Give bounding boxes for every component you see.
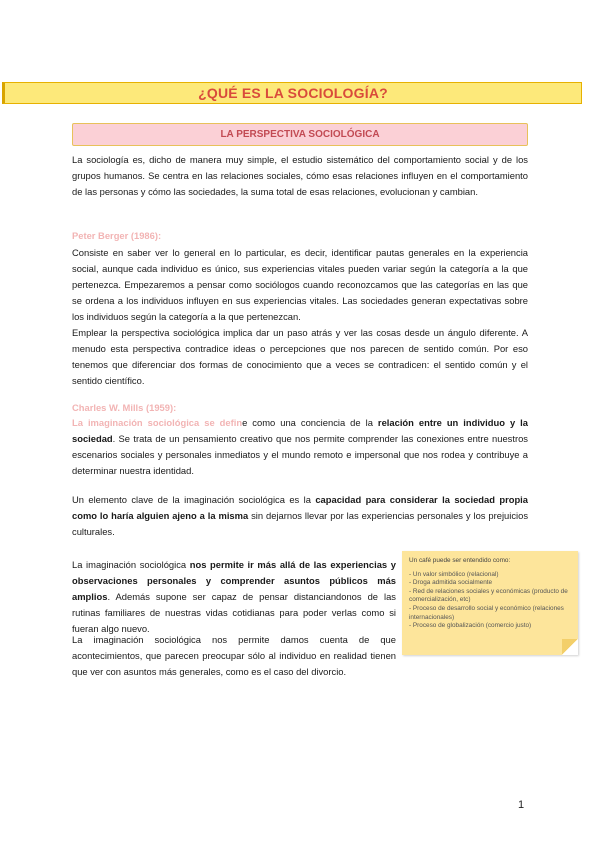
page-title: ¿QUÉ ES LA SOCIOLOGÍA? — [2, 82, 582, 104]
note-item: - Droga admitida socialmente — [409, 579, 493, 587]
mills-paragraph-3 — [72, 557, 396, 637]
sticky-note — [402, 551, 578, 655]
mills-p3-text-a: La imaginación sociológica — [72, 559, 190, 570]
mills-p2-bold: capacidad para considerar la sociedad propia como lo haría alguien ajeno a la misma — [72, 494, 528, 521]
mills-p2-text-c: sin dejarnos llevar por las experiencias personales y los prejuicios culturales. — [72, 510, 529, 537]
section-title: LA PERSPECTIVA SOCIOLÓGICA — [72, 123, 528, 146]
note-title: Un café puede ser entendido como: — [409, 557, 511, 564]
author-berger: Peter Berger (1986): — [72, 230, 162, 241]
mills-p1-text-c: . Se trata de un pensamiento creativo que nos permite comprender las conexiones entre nuestros escenarios sociales y personales inmediatos y el mundo remoto e impersonal que nos rodea y contribuye a determinar nuestra identidad. — [72, 433, 528, 476]
note-list — [409, 571, 571, 631]
mills-paragraph-4: La imaginación sociológica nos permite damos cuenta de que acontecimientos, que parecen preocupar sólo al individuo en realidad tienen que ver con asuntos más generales, como es el caso del divorcio. — [72, 634, 396, 677]
mills-p3-text-c: . Además supone ser capaz de pensar distanciandonos de las rutinas familiares de nuestras vidas cotidianas para poder verlas como si fueran algo nuevo. — [72, 591, 396, 634]
mills-paragraph-2 — [72, 492, 528, 540]
note-folded-corner — [562, 639, 578, 655]
intro-paragraph: La sociología es, dicho de manera muy simple, el estudio sistemático del comportamiento social y de los grupos humanos. Se centra en las relaciones sociales, cómo esas relaciones influyen en el comportamiento de las personas y cómo las sociedades, la suma total de esas relaciones, evolucionan y cambian. — [72, 154, 528, 197]
mills-paragraph-1 — [72, 415, 528, 479]
page-number: 1 — [518, 799, 525, 811]
berger-paragraph-1: Consiste en saber ver lo general en lo particular, es decir, identificar pautas generales en la experiencia social, aunque cada individuo es único, sus experiencias vitales pueden variar según la categoría a la que pertenezca. Empezaremos a pensar como sociólogos cuando reconozcamos que las categorías en las que se ordena a los individuos influyen en sus experiencias vitales. Las sociedades generan expectativas sobre los individuos según la categoría a la que pertenezcan. — [72, 247, 528, 322]
note-item: - Red de relaciones sociales y económicas (producto de comercialización, etc) — [409, 587, 568, 604]
mills-p1-text-a: e como una conciencia de la — [242, 417, 378, 428]
author-mills: Charles W. Mills (1959): — [72, 402, 177, 413]
note-item: - Proceso de globalización (comercio justo) — [409, 622, 532, 630]
mills-p1-bold: relación entre un individuo y la sociedad — [72, 417, 528, 444]
mills-p2-text-a: Un elemento clave de la imaginación sociológica es la — [72, 494, 316, 505]
note-item: - Un valor simbólico (relacional) — [409, 570, 499, 578]
mills-p3-bold: nos permite ir más allá de las experiencias y observaciones personales y comprender asuntos públicos más amplios — [72, 559, 396, 602]
note-item: - Proceso de desarrollo social y económico (relaciones internacionales) — [409, 604, 564, 621]
mills-highlight: La imaginación sociológica se defin — [72, 417, 243, 428]
berger-paragraph-2: Emplear la perspectiva sociológica implica dar un paso atrás y ver las cosas desde un ángulo diferente. A menudo esta perspectiva contradice ideas o percepciones que nos parecen de sentido común. Por eso tenemos que diferenciar dos formas de conocimiento que a veces se contradicen: el sentido común y el sentido científico. — [72, 327, 528, 386]
